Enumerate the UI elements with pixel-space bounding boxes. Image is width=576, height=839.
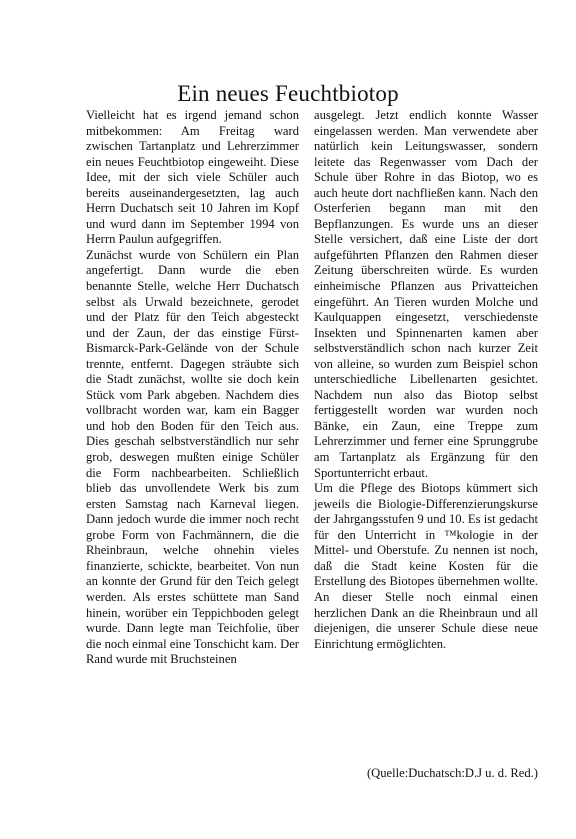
article-paragraph: Vielleicht hat es irgend jemand schon mitbekommen: Am Freitag ward zwischen Tartanplatz und Lehrerzimmer ein neues Feuchtbiotop eingeweiht. Diese Idee, mit der sich viele Schüler auch bereits auseinandergesetzten, lag auch Herrn Duchatsch seit 10 Jahren im Kopf und wurd dann im September 1994 von Herrn Paulun aufgegriffen. bbox=[86, 108, 299, 247]
article-paragraph: ausgelegt. Jetzt endlich konnte Wasser eingelassen werden. Man verwendete aber natürlich kein Leitungswasser, sondern leitete das Regenwasser vom Dach der Schule über Rohre in das Biotop, wo es auch heute dort nachfließen kann. Nach den Osterferien begann man mit den Bepflanzungen. Es wurde uns an dieser Stelle versichert, daß eine Liste der dort aufgeführten Pflanzen den Rahmen dieser Zeitung überschreiten würde. Es wurden einheimische Pflanzen aus Privatteichen eingeführt. An Tieren wurden Molche und Kaulquappen eingesetzt, verschiedenste Insekten und Spinnenarten kamen aber selbstverständlich schon nach kurzer Zeit von alleine, so wurden zum Beispiel schon unterschiedliche Libellenarten gesichtet. Nachdem nun also das Biotop selbst fertiggestellt worden war wurden noch Bänke, ein Zaun, eine Treppe zum Lehrerzimmer und ferner eine Sprunggrube am Tartanplatz als Ergänzung für den Sportunterricht erbaut. bbox=[314, 108, 538, 480]
article-paragraph: Um die Pflege des Biotops kümmert sich jeweils die Biologie-Differenzierungskurse der Jahrgangsstufen 9 und 10. Es ist gedacht für den Unterricht in ™kologie in der Mittel- und Oberstufe. Zu nennen ist noch, daß die Stadt keine Kosten für die Erstellung des Biotopes übernehmen wollte. An dieser Stelle noch einmal einen herzlichen Dank an die Rheinbraun und all diejenigen, die unserer Schule diese neue Einrichtung ermöglichten. bbox=[314, 481, 538, 651]
article-source-credit: (Quelle:Duchatsch:D.J u. d. Red.) bbox=[366, 766, 538, 780]
article-title: Ein neues Feuchtbiotop bbox=[177, 81, 399, 106]
article-paragraph: Zunächst wurde von Schülern ein Plan angefertigt. Dann wurde die eben benannte Stelle, welche Herr Duchatsch selbst als Urwald bezeichnete, gerodet und der Platz für den Teich abgesteckt und der Zaun, der das einstige Fürst-Bismarck-Park-Gelände von der Schule trennte, entfernt. Dagegen sträubte sich die Stadt zunächst, wollte sie doch kein Stück vom Park abgeben. Nachdem dies vollbracht worden war, kam ein Bagger und hob den Boden für den Teich aus. Dies geschah selbstverständlich nur sehr grob, deswegen mußten einige Schüler die Form nachbearbeiten. Schließlich blieb das unvollendete Werk bis zum ersten Samstag nach Karneval liegen. Dann jedoch wurde die immer noch recht grobe Form von Fachmännern, die die Rheinbraun, welche ohnehin vieles finanzierte, schickte, bearbeitet. Von nun an konnte der Grund für den Teich gelegt werden. Als erstes schüttete man Sand hinein, worüber ein Teppichboden gelegt wurde. Dann legte man Teichfolie, über die noch einmal eine Tonschicht kam. Der Rand wurde mit Bruchsteinen bbox=[86, 247, 299, 667]
article-right-column bbox=[314, 108, 538, 652]
article-left-column bbox=[86, 108, 299, 668]
